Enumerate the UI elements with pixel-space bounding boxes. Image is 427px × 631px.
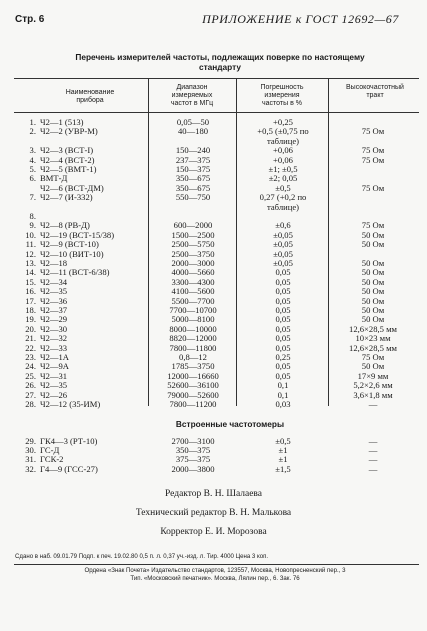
row-number: 17. <box>25 295 36 306</box>
publisher-line: Ордена «Знак Почета» Издательство стандартов, 123557, Москва, Новопресненский пер., 3 <box>84 567 346 574</box>
device-name: Ч2—11 (ВСТ-6/38) <box>40 267 110 278</box>
hf-tract: 75 Ом <box>361 352 385 362</box>
frequency-range: 79000—52600 <box>167 389 219 400</box>
row-number: 18. <box>25 305 36 315</box>
measurement-error: 0,05 <box>275 370 291 381</box>
hf-tract: 50 Ом <box>361 276 385 287</box>
row-number: 14. <box>25 267 36 278</box>
header-name: Наименование прибора <box>65 89 115 104</box>
hf-tract: 50 Ом <box>361 267 385 278</box>
frequency-range: 0,05—50 <box>176 117 210 127</box>
frequency-range: 2000—3800 <box>171 463 215 474</box>
device-name: Ч2—26 <box>40 389 68 400</box>
device-name: Ч2—34 <box>40 276 68 287</box>
row-number: 12. <box>25 248 36 259</box>
hf-tract: 50 Ом <box>361 314 385 325</box>
measurement-error: +0,5 (±0,75 по <box>257 126 309 137</box>
editor-line: Редактор В. Н. Шалаева <box>164 489 263 499</box>
hf-tract: 75 Ом <box>361 220 385 231</box>
frequency-range: 3300—4300 <box>171 276 215 287</box>
measurement-error: ±0,05 <box>273 258 293 268</box>
row-number: 15. <box>25 276 36 287</box>
hf-tract: 12,6×28,5 мм <box>349 323 397 334</box>
row-number: 21. <box>25 333 36 344</box>
frequency-range: 7700—10700 <box>169 305 217 315</box>
hf-tract: — <box>368 454 378 465</box>
tech-editor-line: Технический редактор В. Н. Малькова <box>135 508 292 518</box>
measurement-error: 0,25 <box>275 352 291 362</box>
frequency-range: 600—2000 <box>173 220 213 231</box>
row-number: 32. <box>25 463 36 474</box>
measurement-error: 0,05 <box>275 342 291 353</box>
hf-tract: — <box>368 436 378 446</box>
row-number: 26. <box>25 380 36 391</box>
frequency-range: 4000—5660 <box>171 267 215 278</box>
device-name: ГК4—3 (РТ-10) <box>40 436 98 446</box>
device-name: Ч2—3 (ВСТ-I) <box>40 145 94 156</box>
table-row <box>0 464 427 474</box>
frequency-range: 2000—3000 <box>171 258 215 268</box>
frequency-range: 350—375 <box>175 445 211 456</box>
measurement-error: +0,25 <box>273 117 293 127</box>
frequency-range: 7800—11800 <box>169 342 217 353</box>
device-name: Г4—9 (ГСС-27) <box>40 463 98 474</box>
hf-tract: 50 Ом <box>361 239 385 250</box>
measurement-error: 0,05 <box>275 333 291 344</box>
row-number: 13. <box>25 258 36 268</box>
footer-rule <box>14 564 419 565</box>
device-name: Ч2—29 <box>40 314 68 325</box>
frequency-range: 550—750 <box>175 192 211 203</box>
row-number: 31. <box>25 454 36 465</box>
device-name: ГС-Д <box>40 445 60 456</box>
measurement-error: 0,05 <box>275 361 291 372</box>
device-name: Ч2—35 <box>40 380 68 391</box>
measurement-error: 0,05 <box>275 314 291 325</box>
frequency-range: 375—375 <box>175 454 211 465</box>
row-number: 9. <box>29 220 36 231</box>
device-name: Ч2—8 (РВ-Д) <box>40 220 90 231</box>
device-name: Ч2—1 (513) <box>40 117 84 127</box>
row-number: 3. <box>29 145 36 156</box>
hf-tract: 75 Ом <box>361 182 385 193</box>
frequency-range: 2500—5750 <box>171 239 215 250</box>
device-name: Ч2—37 <box>40 305 68 315</box>
hf-tract: 75 Ом <box>361 126 385 137</box>
imprint-line: Сдано в наб. 09.01.79 Подп. к печ. 19.02.80 0,5 п. л. 0,37 уч.-изд. л. Тир. 4000 Цена 3 коп. <box>15 553 269 560</box>
header-range: Диапазон измеряемых частот в МГц <box>170 84 214 107</box>
device-name: Ч2—10 (ВИТ-10) <box>40 248 104 259</box>
frequency-range: 0,8—12 <box>179 352 207 362</box>
frequency-range: 12000—16660 <box>167 370 219 381</box>
hf-tract: 75 Ом <box>361 145 385 156</box>
measurement-error: 0,05 <box>275 267 291 278</box>
header-bottom-rule <box>14 112 419 113</box>
measurement-error: ±0,5 <box>275 182 291 193</box>
row-number: 24. <box>25 361 36 372</box>
frequency-range: 8000—10000 <box>169 323 217 334</box>
measurement-error: ±1 <box>278 454 288 465</box>
device-name: Ч2—9 (ВСТ-10) <box>40 239 99 250</box>
hf-tract: 50 Ом <box>361 305 385 315</box>
device-name: Ч2—32 <box>40 333 68 344</box>
measurement-error: таблице) <box>267 135 299 146</box>
row-number: 7. <box>29 192 36 203</box>
device-name: Ч2—6 (ВСТ-ДМ) <box>40 182 104 193</box>
measurement-error: ±1; ±0,5 <box>268 164 298 174</box>
row-number: 11. <box>25 239 36 250</box>
frequency-range: 5500—7700 <box>171 295 215 306</box>
hf-tract: 50 Ом <box>361 258 385 268</box>
title-line: стандарту <box>198 62 242 72</box>
frequency-range: 2700—3100 <box>171 436 215 446</box>
row-number: 29. <box>25 436 36 446</box>
frequency-range: 1500—2500 <box>171 229 215 240</box>
hf-tract: 75 Ом <box>361 154 385 165</box>
measurement-error: таблице) <box>267 201 299 212</box>
measurement-error: +0,06 <box>273 145 293 156</box>
measurement-error: 0,05 <box>275 323 291 334</box>
header-error: Погрешность измерения частоты в % <box>260 84 304 107</box>
measurement-error: +0,06 <box>273 154 293 165</box>
row-number: 5. <box>29 164 36 174</box>
device-name: Ч2—4 (ВСТ-2) <box>40 154 95 165</box>
measurement-error: ±0,05 <box>273 248 293 259</box>
measurement-error: 0,05 <box>275 295 291 306</box>
hf-tract: 17×9 мм <box>357 370 389 381</box>
row-number: 23. <box>25 352 36 362</box>
title-line: Перечень измерителей частоты, подлежащих поверке по настоящему <box>75 52 365 62</box>
device-name: Ч2—31 <box>40 370 68 381</box>
row-number: 8. <box>29 211 36 221</box>
builtin-heading: Встроенные частотомеры <box>175 419 285 429</box>
row-number: 20. <box>25 323 36 334</box>
measurement-error: 0,05 <box>275 286 291 297</box>
hf-tract: — <box>368 463 378 474</box>
frequency-range: 350—675 <box>175 173 211 184</box>
measurement-error: ±1 <box>278 445 288 456</box>
row-number: 16. <box>25 286 36 297</box>
hf-tract: 12,6×28,5 мм <box>349 342 397 353</box>
row-number: 25. <box>25 370 36 381</box>
measurement-error: ±1,5 <box>275 463 291 474</box>
row-number: 22. <box>25 342 36 353</box>
measurement-error: 0,1 <box>277 380 289 391</box>
device-name: ВМТ-Д <box>40 173 68 184</box>
device-name: Ч2—35 <box>40 286 68 297</box>
device-name: Ч2—19 (ВСТ-15/38) <box>40 229 115 240</box>
device-name: Ч2—9А <box>40 361 69 372</box>
device-name: Ч2—5 (ВМТ-1) <box>40 164 97 174</box>
list-title <box>40 52 400 72</box>
page-number: Стр. 6 <box>15 14 45 25</box>
frequency-range: 8820—12000 <box>169 333 217 344</box>
hf-tract: 5,2×2,6 мм <box>353 380 393 391</box>
frequency-range: 150—375 <box>175 164 211 174</box>
measurement-error: ±0,6 <box>275 220 291 231</box>
measurement-error: 0,03 <box>275 399 291 409</box>
printer-line: Тип. «Московский печатник». Москва, Лялин пер., 6. Зак. 76 <box>130 575 300 582</box>
frequency-range: 350—675 <box>175 182 211 193</box>
frequency-range: 150—240 <box>175 145 211 156</box>
device-name: Ч2—30 <box>40 323 68 334</box>
row-number: 2. <box>29 126 36 137</box>
measurement-error: 0,1 <box>277 389 289 400</box>
row-number: 6. <box>29 173 36 184</box>
device-name: Ч2—18 <box>40 258 68 268</box>
row-number: 1. <box>29 117 36 127</box>
appendix-heading: ПРИЛОЖЕНИЕ к ГОСТ 12692—67 <box>202 12 399 26</box>
frequency-range: 237—375 <box>175 154 211 165</box>
measurement-error: ±2; 0,05 <box>268 173 298 184</box>
measurement-error: 0,05 <box>275 305 291 315</box>
row-number: 30. <box>25 445 36 456</box>
header-tract: Высокочастотный тракт <box>346 84 404 99</box>
corrector-line: Корректор Е. И. Морозова <box>160 527 267 537</box>
frequency-range: 52600—36100 <box>167 380 219 391</box>
row-number: 4. <box>29 154 36 165</box>
table-top-rule <box>14 78 419 79</box>
hf-tract: 3,6×1,8 мм <box>353 389 393 400</box>
hf-tract: 50 Ом <box>361 286 385 297</box>
device-name: Ч2—7 (И-332) <box>40 192 93 203</box>
device-name: Ч2—33 <box>40 342 68 353</box>
hf-tract: — <box>368 445 378 456</box>
hf-tract: 50 Ом <box>361 295 385 306</box>
device-name: Ч2—2 (УВР-М) <box>40 126 98 137</box>
frequency-range: 2500—3750 <box>171 248 215 259</box>
row-number: 28. <box>25 399 36 409</box>
frequency-range: 40—180 <box>177 126 209 137</box>
device-name: ГСК-2 <box>40 454 64 465</box>
frequency-range: 4100—5600 <box>171 286 215 297</box>
hf-tract: 10×23 мм <box>355 333 391 344</box>
hf-tract: 50 Ом <box>361 229 385 240</box>
device-name: Ч2—12 (35-ИМ) <box>40 399 101 409</box>
frequency-range: 5000—8100 <box>171 314 215 325</box>
measurement-error: ±0,5 <box>275 436 291 446</box>
measurement-error: ±0,05 <box>273 239 293 250</box>
measurement-error: 0,27 (+0,2 по <box>259 192 307 203</box>
frequency-range: 1785—3750 <box>171 361 215 372</box>
device-name: Ч2—1А <box>40 352 69 362</box>
row-number: 19. <box>25 314 36 325</box>
hf-tract: — <box>368 399 378 409</box>
measurement-error: 0,05 <box>275 276 291 287</box>
frequency-range: 7800—11200 <box>169 399 217 409</box>
row-number: 27. <box>25 389 36 400</box>
device-name: Ч2—36 <box>40 295 68 306</box>
row-number: 10. <box>25 229 36 240</box>
table-row <box>0 399 427 409</box>
hf-tract: 50 Ом <box>361 361 385 372</box>
measurement-error: ±0,05 <box>273 229 293 240</box>
